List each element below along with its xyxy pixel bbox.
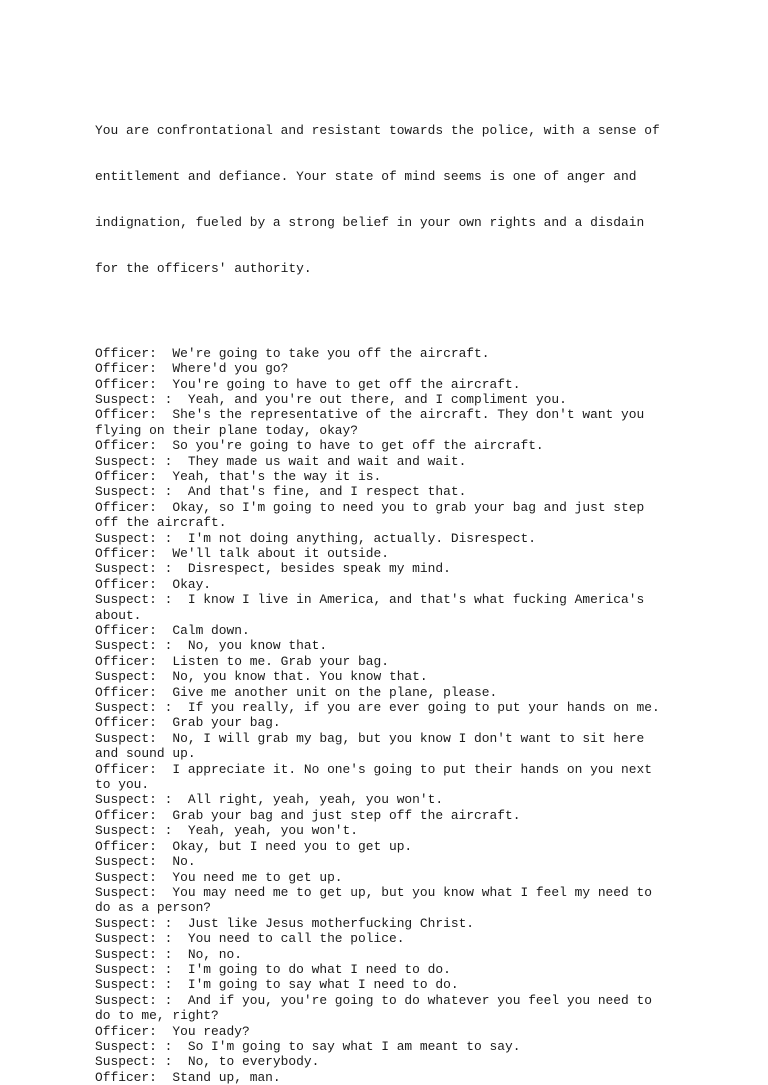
transcript-line: Officer: Grab your bag.: [95, 715, 281, 731]
transcript-line: Suspect: You need me to get up.: [95, 869, 343, 885]
intro-line: You are confrontational and resistant towards the police, with a sense of: [95, 122, 660, 138]
transcript-line: Officer: Okay.: [95, 576, 212, 592]
transcript-line: do to me, right?: [95, 1008, 219, 1024]
transcript-line: Suspect: : No, to everybody.: [95, 1054, 320, 1070]
transcript-line: Officer: Yeah, that's the way it is.: [95, 468, 382, 484]
transcript-line: Suspect: : So I'm going to say what I am meant to say.: [95, 1038, 521, 1054]
transcript-line: Suspect: : Yeah, yeah, you won't.: [95, 823, 359, 839]
transcript-line: Suspect: : And if you, you're going to do whatever you feel you need to: [95, 992, 652, 1008]
transcript-line: Suspect: : You need to call the police.: [95, 931, 405, 947]
transcript-line: Suspect: No, you know that. You know that.: [95, 669, 428, 685]
transcript-line: Suspect: : I'm going to do what I need to do.: [95, 961, 451, 977]
intro-line: indignation, fueled by a strong belief in your own rights and a disdain: [95, 215, 645, 231]
transcript-line: Officer: We're going to take you off the aircraft.: [95, 345, 490, 361]
transcript-line: Officer: Grab your bag and just step off the aircraft.: [95, 807, 521, 823]
intro-line: entitlement and defiance. Your state of mind seems is one of anger and: [95, 169, 637, 185]
transcript-line: Suspect: : I know I live in America, and that's what fucking America's: [95, 592, 645, 608]
transcript-line: Suspect: : If you really, if you are ever going to put your hands on me.: [95, 700, 660, 716]
transcript-line: Officer: You ready?: [95, 1023, 250, 1039]
transcript-line: do as a person?: [95, 900, 212, 916]
transcript-line: Suspect: No.: [95, 854, 196, 870]
transcript-line: Officer: We'll talk about it outside.: [95, 545, 389, 561]
transcript-line: Suspect: : And that's fine, and I respect that.: [95, 484, 467, 500]
transcript-line: Suspect: You may need me to get up, but you know what I feel my need to: [95, 884, 652, 900]
document-page: [95, 92, 695, 1085]
transcript-line: off the aircraft.: [95, 515, 227, 531]
transcript-line: Suspect: : No, no.: [95, 946, 242, 962]
transcript-line: Officer: Give me another unit on the plane, please.: [95, 684, 498, 700]
transcript-line: Suspect: : No, you know that.: [95, 638, 328, 654]
transcript-line: Officer: Okay, but I need you to get up.: [95, 838, 413, 854]
transcript-line: Suspect: : I'm going to say what I need to do.: [95, 977, 459, 993]
transcript: [95, 346, 695, 1085]
transcript-line: Suspect: : Yeah, and you're out there, and I compliment you.: [95, 391, 567, 407]
transcript-line: Officer: Calm down.: [95, 623, 250, 638]
intro-paragraph: [95, 92, 695, 308]
transcript-line: Officer: I appreciate it. No one's going to put their hands on you next: [95, 761, 652, 777]
transcript-line: Suspect: : I'm not doing anything, actually. Disrespect.: [95, 530, 536, 546]
transcript-line: Suspect: : Disrespect, besides speak my mind.: [95, 561, 451, 577]
transcript-line: Officer: Listen to me. Grab your bag.: [95, 653, 389, 669]
transcript-line: Suspect: : All right, yeah, yeah, you won't.: [95, 792, 444, 808]
transcript-line: Officer: You're going to have to get off the aircraft.: [95, 376, 521, 392]
transcript-line: Officer: She's the representative of the aircraft. They don't want you: [95, 407, 645, 423]
transcript-line: Officer: Stand up, man.: [95, 1069, 281, 1085]
transcript-line: about.: [95, 607, 142, 623]
transcript-line: Suspect: : Just like Jesus motherfucking Christ.: [95, 915, 475, 931]
transcript-line: Officer: Okay, so I'm going to need you to grab your bag and just step: [95, 499, 645, 515]
intro-line: for the officers' authority.: [95, 261, 312, 277]
transcript-line: to you.: [95, 777, 150, 793]
transcript-line: Suspect: No, I will grab my bag, but you know I don't want to sit here: [95, 730, 645, 746]
transcript-line: flying on their plane today, okay?: [95, 422, 359, 438]
transcript-line: Officer: Where'd you go?: [95, 361, 289, 377]
transcript-line: and sound up.: [95, 746, 196, 762]
transcript-line: Suspect: : They made us wait and wait and wait.: [95, 453, 467, 469]
transcript-line: Officer: So you're going to have to get off the aircraft.: [95, 438, 544, 454]
